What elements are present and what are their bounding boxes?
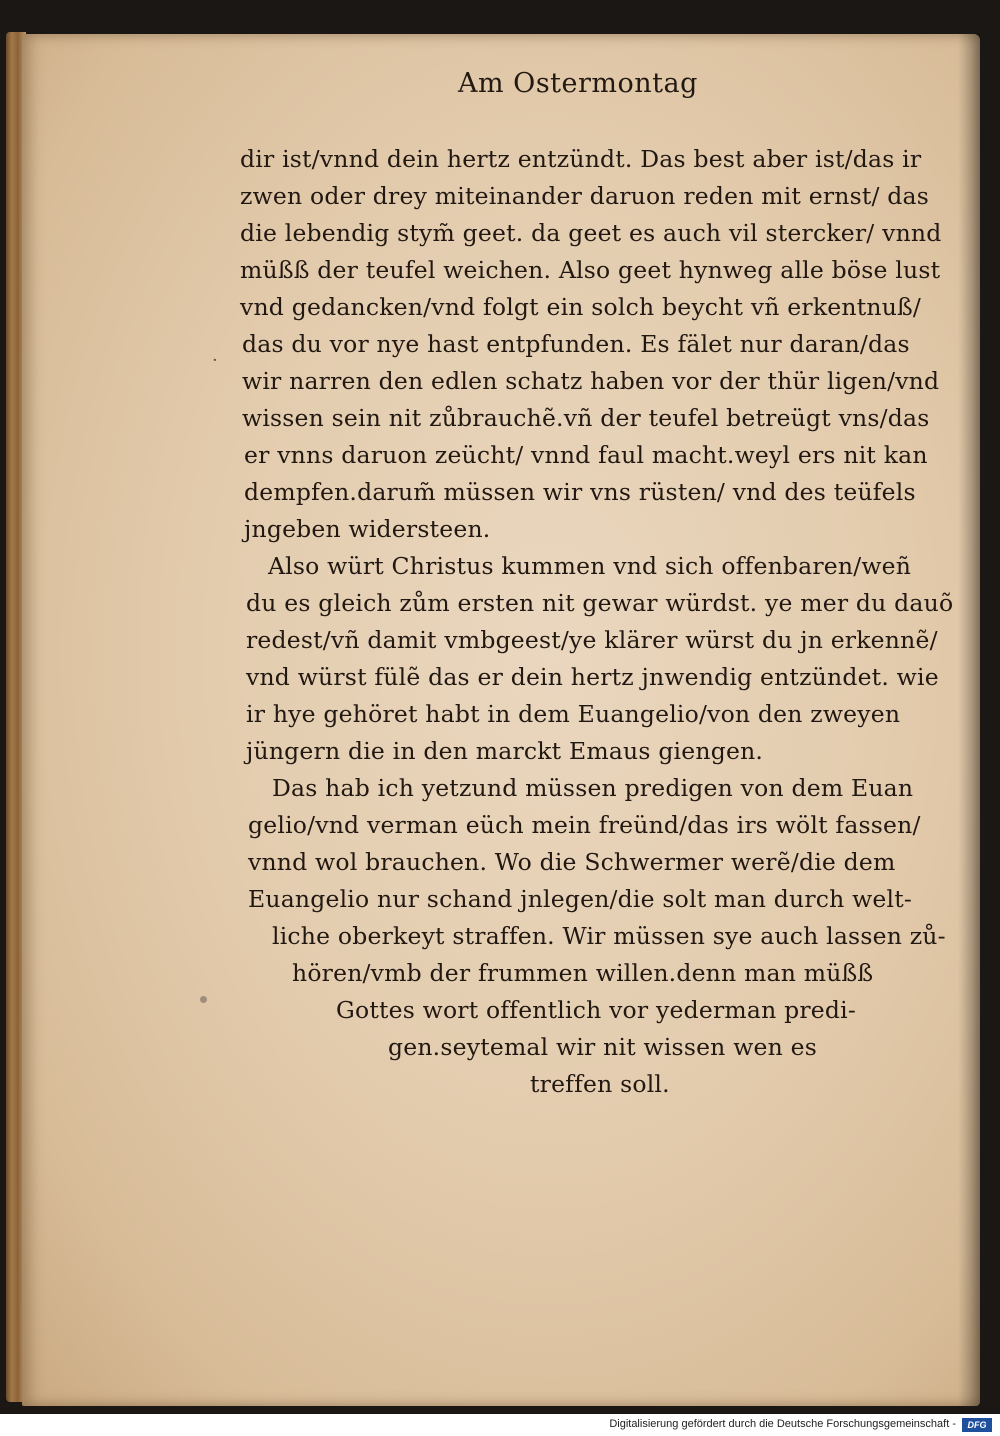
text-line: dempfen.darum̃ müssen wir vns rüsten/ vnd des teüfels (244, 478, 916, 506)
text-line: liche oberkeyt straffen. Wir müssen sye auch lassen zů- (272, 922, 946, 950)
text-line: jngeben widersteen. (244, 515, 491, 543)
dfg-logo: DFG (962, 1418, 992, 1432)
text-line: wir narren den edlen schatz haben vor der thür ligen/vnd (242, 367, 940, 395)
text-line: hören/vmb der frummen willen.denn man müßß (292, 959, 874, 987)
margin-mark: · (212, 350, 218, 371)
text-line: gen.seytemal wir nit wissen wen es (388, 1033, 817, 1061)
dfg-credit: Digitalisierung gefördert durch die Deutsche Forschungsgemeinschaft - (609, 1418, 956, 1430)
text-line: du es gleich zům ersten nit gewar würdst. ye mer du dauõ (246, 589, 954, 617)
text-line: er vnns daruon zeücht/ vnnd faul macht.weyl ers nit kan (244, 441, 928, 469)
text-line: redest/vñ damit vmbgeest/ye klärer würst du jn erkennẽ/ (246, 626, 938, 654)
text-line: müßß der teufel weichen. Also geet hynweg alle böse lust (240, 256, 941, 284)
text-line: wissen sein nit zůbrauchẽ.vñ der teufel betreügt vns/das (242, 404, 930, 432)
text-line: ir hye gehöret habt in dem Euangelio/von den zweyen (246, 700, 901, 728)
text-line: vnnd wol brauchen. Wo die Schwermer werẽ/die dem (248, 848, 896, 876)
text-line: Euangelio nur schand jnlegen/die solt man durch welt- (248, 885, 913, 913)
text-line: die lebendig stym̃ geet. da geet es auch vil stercker/ vnnd (240, 219, 942, 247)
text-line: vnd gedancken/vnd folgt ein solch beycht vñ erkentnuß/ (240, 293, 922, 321)
text-line: dir ist/vnnd dein hertz entzündt. Das best aber ist/das ir (240, 145, 922, 173)
text-line: treffen soll. (530, 1070, 670, 1098)
text-line: vnd würst fülẽ das er dein hertz jnwendig entzündet. wie (246, 663, 939, 691)
text-line: gelio/vnd verman eüch mein freünd/das irs wölt fassen/ (248, 811, 921, 839)
text-line: jüngern die in den marckt Emaus giengen. (246, 737, 764, 765)
text-line: zwen oder drey miteinander daruon reden mit ernst/ das (240, 182, 930, 210)
paper-stain (200, 996, 207, 1003)
text-line: das du vor nye hast entpfunden. Es fälet nur daran/das (242, 330, 910, 358)
running-header: Am Ostermontag (458, 68, 698, 99)
text-line: Also würt Christus kummen vnd sich offenbaren/weñ (268, 552, 912, 580)
footer-bar (0, 1414, 1000, 1436)
text-line: Das hab ich yetzund müssen predigen von dem Euan (272, 774, 914, 802)
text-line: Gottes wort offentlich vor yederman predi- (336, 996, 856, 1024)
